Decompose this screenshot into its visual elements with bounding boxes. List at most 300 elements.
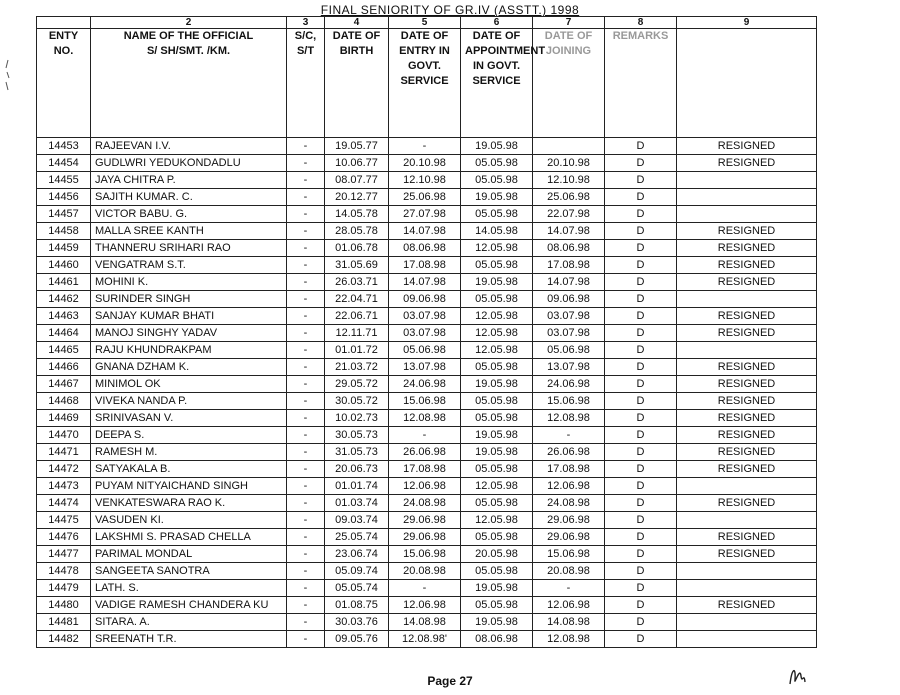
category-cell: - — [287, 393, 325, 410]
remarks-cell: D — [605, 393, 677, 410]
official-name-cell: SREENATH T.R. — [91, 631, 287, 648]
column-header-5 — [389, 29, 461, 138]
birth-date-cell: 12.11.71 — [325, 325, 389, 342]
status-note-cell: RESIGNED — [677, 223, 817, 240]
official-name-cell: PUYAM NITYAICHAND SINGH — [91, 478, 287, 495]
category-cell: - — [287, 376, 325, 393]
status-note-cell — [677, 189, 817, 206]
column-number-9: 9 — [677, 17, 817, 29]
joining-date-cell: 03.07.98 — [533, 308, 605, 325]
category-cell: - — [287, 478, 325, 495]
category-cell: - — [287, 614, 325, 631]
appointment-date-cell: 19.05.98 — [461, 580, 533, 597]
table-row — [37, 206, 817, 223]
column-header-line: SERVICE — [400, 75, 449, 87]
column-header-4 — [325, 29, 389, 138]
entry-number-cell: 14469 — [37, 410, 91, 427]
category-cell: - — [287, 512, 325, 529]
appointment-date-cell: 12.05.98 — [461, 308, 533, 325]
status-note-cell: RESIGNED — [677, 597, 817, 614]
entry-date-cell: 20.10.98 — [389, 155, 461, 172]
status-note-cell: RESIGNED — [677, 359, 817, 376]
entry-date-cell: - — [389, 138, 461, 155]
category-cell: - — [287, 359, 325, 376]
entry-number-cell: 14457 — [37, 206, 91, 223]
table-row — [37, 461, 817, 478]
entry-date-cell: 12.06.98 — [389, 597, 461, 614]
entry-number-cell: 14482 — [37, 631, 91, 648]
joining-date-cell: 14.07.98 — [533, 274, 605, 291]
remarks-cell: D — [605, 274, 677, 291]
birth-date-cell: 08.07.77 — [325, 172, 389, 189]
status-note-cell: RESIGNED — [677, 308, 817, 325]
column-number-3: 3 — [287, 17, 325, 29]
status-note-cell: RESIGNED — [677, 529, 817, 546]
official-name-cell: VENKATESWARA RAO K. — [91, 495, 287, 512]
category-cell: - — [287, 597, 325, 614]
birth-date-cell: 05.09.74 — [325, 563, 389, 580]
official-name-cell: RAJU KHUNDRAKPAM — [91, 342, 287, 359]
official-name-cell: MINIMOL OK — [91, 376, 287, 393]
birth-date-cell: 30.05.72 — [325, 393, 389, 410]
entry-number-cell: 14471 — [37, 444, 91, 461]
column-number-1 — [37, 17, 91, 29]
official-name-cell: LATH. S. — [91, 580, 287, 597]
remarks-cell: D — [605, 206, 677, 223]
birth-date-cell: 30.03.76 — [325, 614, 389, 631]
appointment-date-cell: 19.05.98 — [461, 427, 533, 444]
remarks-cell: D — [605, 478, 677, 495]
remarks-cell: D — [605, 444, 677, 461]
page-number: Page 27 — [427, 674, 473, 688]
status-note-cell — [677, 172, 817, 189]
table-row — [37, 410, 817, 427]
column-header-line: DATE OF — [544, 30, 593, 42]
table-row — [37, 155, 817, 172]
entry-date-cell: 12.10.98 — [389, 172, 461, 189]
remarks-cell: D — [605, 257, 677, 274]
appointment-date-cell: 19.05.98 — [461, 376, 533, 393]
table-row — [37, 223, 817, 240]
birth-date-cell: 09.03.74 — [325, 512, 389, 529]
table-row — [37, 172, 817, 189]
birth-date-cell: 31.05.73 — [325, 444, 389, 461]
appointment-date-cell: 05.05.98 — [461, 597, 533, 614]
entry-number-cell: 14481 — [37, 614, 91, 631]
entry-number-cell: 14456 — [37, 189, 91, 206]
column-header-1 — [37, 29, 91, 138]
joining-date-cell: 15.06.98 — [533, 546, 605, 563]
category-cell: - — [287, 461, 325, 478]
joining-date-cell: 17.08.98 — [533, 461, 605, 478]
entry-date-cell: 15.06.98 — [389, 546, 461, 563]
column-header-3 — [287, 29, 325, 138]
table-row — [37, 240, 817, 257]
category-cell: - — [287, 274, 325, 291]
table-row — [37, 257, 817, 274]
entry-number-cell: 14462 — [37, 291, 91, 308]
category-cell: - — [287, 427, 325, 444]
joining-date-cell: 12.08.98 — [533, 631, 605, 648]
signature-mark — [786, 662, 808, 688]
table-row — [37, 546, 817, 563]
birth-date-cell: 29.05.72 — [325, 376, 389, 393]
column-header-line: IN GOVT. — [472, 60, 521, 72]
entry-number-cell: 14453 — [37, 138, 91, 155]
official-name-cell: MANOJ SINGHY YADAV — [91, 325, 287, 342]
joining-date-cell: 14.08.98 — [533, 614, 605, 631]
table-row — [37, 342, 817, 359]
entry-number-cell: 14480 — [37, 597, 91, 614]
remarks-cell: D — [605, 563, 677, 580]
joining-date-cell: 03.07.98 — [533, 325, 605, 342]
entry-date-cell: 14.07.98 — [389, 223, 461, 240]
joining-date-cell: 25.06.98 — [533, 189, 605, 206]
official-name-cell: SURINDER SINGH — [91, 291, 287, 308]
category-cell: - — [287, 206, 325, 223]
remarks-cell: D — [605, 580, 677, 597]
column-number-5: 5 — [389, 17, 461, 29]
remarks-cell: D — [605, 461, 677, 478]
appointment-date-cell: 19.05.98 — [461, 189, 533, 206]
official-name-cell: RAJEEVAN I.V. — [91, 138, 287, 155]
official-name-cell: GUDLWRI YEDUKONDADLU — [91, 155, 287, 172]
entry-date-cell: 24.06.98 — [389, 376, 461, 393]
entry-date-cell: 09.06.98 — [389, 291, 461, 308]
official-name-cell: VICTOR BABU. G. — [91, 206, 287, 223]
category-cell: - — [287, 546, 325, 563]
status-note-cell: RESIGNED — [677, 274, 817, 291]
joining-date-cell: 12.10.98 — [533, 172, 605, 189]
seniority-table — [36, 16, 817, 648]
table-row — [37, 597, 817, 614]
appointment-date-cell: 12.05.98 — [461, 512, 533, 529]
entry-number-cell: 14474 — [37, 495, 91, 512]
birth-date-cell: 01.01.72 — [325, 342, 389, 359]
table-row — [37, 427, 817, 444]
official-name-cell: THANNERU SRIHARI RAO — [91, 240, 287, 257]
remarks-cell: D — [605, 427, 677, 444]
entry-number-cell: 14478 — [37, 563, 91, 580]
birth-date-cell: 31.05.69 — [325, 257, 389, 274]
official-name-cell: VASUDEN KI. — [91, 512, 287, 529]
entry-number-cell: 14459 — [37, 240, 91, 257]
category-cell: - — [287, 529, 325, 546]
appointment-date-cell: 19.05.98 — [461, 444, 533, 461]
status-note-cell — [677, 512, 817, 529]
entry-date-cell: - — [389, 427, 461, 444]
column-header-line: JOINING — [545, 45, 592, 57]
birth-date-cell: 09.05.76 — [325, 631, 389, 648]
status-note-cell — [677, 291, 817, 308]
column-header-line: S/C, — [294, 30, 317, 42]
official-name-cell: SANGEETA SANOTRA — [91, 563, 287, 580]
status-note-cell: RESIGNED — [677, 240, 817, 257]
column-header-line: ENTRY IN — [399, 45, 450, 57]
entry-number-cell: 14463 — [37, 308, 91, 325]
column-header-line: APPOINTMENT — [465, 45, 546, 57]
status-note-cell: RESIGNED — [677, 393, 817, 410]
remarks-cell: D — [605, 223, 677, 240]
remarks-cell: D — [605, 359, 677, 376]
column-header-line: SERVICE — [472, 75, 521, 87]
joining-date-cell: 05.06.98 — [533, 342, 605, 359]
appointment-date-cell: 12.05.98 — [461, 478, 533, 495]
appointment-date-cell: 05.05.98 — [461, 257, 533, 274]
table-row — [37, 631, 817, 648]
table-row — [37, 614, 817, 631]
entry-date-cell: 17.08.98 — [389, 461, 461, 478]
joining-date-cell: - — [533, 580, 605, 597]
joining-date-cell: 09.06.98 — [533, 291, 605, 308]
table-row — [37, 189, 817, 206]
entry-number-cell: 14477 — [37, 546, 91, 563]
joining-date-cell: 14.07.98 — [533, 223, 605, 240]
birth-date-cell: 10.02.73 — [325, 410, 389, 427]
table-row — [37, 495, 817, 512]
official-name-cell: MOHINI K. — [91, 274, 287, 291]
joining-date-cell: 12.06.98 — [533, 478, 605, 495]
birth-date-cell: 22.06.71 — [325, 308, 389, 325]
appointment-date-cell: 05.05.98 — [461, 359, 533, 376]
table-row — [37, 529, 817, 546]
appointment-date-cell: 05.05.98 — [461, 206, 533, 223]
entry-date-cell: 13.07.98 — [389, 359, 461, 376]
appointment-date-cell: 12.05.98 — [461, 325, 533, 342]
status-note-cell — [677, 580, 817, 597]
table-row — [37, 325, 817, 342]
status-note-cell: RESIGNED — [677, 546, 817, 563]
entry-date-cell: - — [389, 580, 461, 597]
birth-date-cell: 01.03.74 — [325, 495, 389, 512]
status-note-cell: RESIGNED — [677, 444, 817, 461]
status-note-cell: RESIGNED — [677, 138, 817, 155]
column-header-9 — [677, 29, 817, 138]
appointment-date-cell: 05.05.98 — [461, 291, 533, 308]
category-cell: - — [287, 257, 325, 274]
joining-date-cell — [533, 138, 605, 155]
entry-number-cell: 14464 — [37, 325, 91, 342]
entry-date-cell: 12.08.98 — [389, 410, 461, 427]
table-row — [37, 138, 817, 155]
column-header-line: REMARKS — [612, 30, 669, 42]
entry-date-cell: 14.07.98 — [389, 274, 461, 291]
birth-date-cell: 20.06.73 — [325, 461, 389, 478]
remarks-cell: D — [605, 342, 677, 359]
official-name-cell: VIVEKA NANDA P. — [91, 393, 287, 410]
remarks-cell: D — [605, 325, 677, 342]
joining-date-cell: 29.06.98 — [533, 512, 605, 529]
category-cell: - — [287, 495, 325, 512]
category-cell: - — [287, 223, 325, 240]
birth-date-cell: 22.04.71 — [325, 291, 389, 308]
entry-number-cell: 14472 — [37, 461, 91, 478]
category-cell: - — [287, 631, 325, 648]
official-name-cell: SRINIVASAN V. — [91, 410, 287, 427]
entry-date-cell: 26.06.98 — [389, 444, 461, 461]
joining-date-cell: 12.06.98 — [533, 597, 605, 614]
column-header-line: S/ SH/SMT. /KM. — [146, 45, 231, 57]
table-row — [37, 444, 817, 461]
appointment-date-cell: 05.05.98 — [461, 172, 533, 189]
category-cell: - — [287, 155, 325, 172]
category-cell: - — [287, 325, 325, 342]
appointment-date-cell: 05.05.98 — [461, 563, 533, 580]
table-row — [37, 359, 817, 376]
column-number-row — [37, 17, 817, 29]
entry-date-cell: 03.07.98 — [389, 308, 461, 325]
official-name-cell: SANJAY KUMAR BHATI — [91, 308, 287, 325]
status-note-cell: RESIGNED — [677, 325, 817, 342]
joining-date-cell: 29.06.98 — [533, 529, 605, 546]
column-header-line: DATE OF — [400, 30, 449, 42]
column-header-2 — [91, 29, 287, 138]
table-row — [37, 478, 817, 495]
entry-number-cell: 14454 — [37, 155, 91, 172]
table-row — [37, 563, 817, 580]
remarks-cell: D — [605, 546, 677, 563]
birth-date-cell: 01.01.74 — [325, 478, 389, 495]
entry-number-cell: 14467 — [37, 376, 91, 393]
document-title: FINAL SENIORITY OF GR.IV (ASSTT.) 1998 — [320, 3, 580, 17]
entry-date-cell: 29.06.98 — [389, 512, 461, 529]
status-note-cell — [677, 478, 817, 495]
remarks-cell: D — [605, 495, 677, 512]
column-number-6: 6 — [461, 17, 533, 29]
status-note-cell — [677, 563, 817, 580]
entry-date-cell: 29.06.98 — [389, 529, 461, 546]
column-number-8: 8 — [605, 17, 677, 29]
entry-number-cell: 14476 — [37, 529, 91, 546]
joining-date-cell: 08.06.98 — [533, 240, 605, 257]
joining-date-cell: 24.06.98 — [533, 376, 605, 393]
category-cell: - — [287, 444, 325, 461]
status-note-cell: RESIGNED — [677, 155, 817, 172]
status-note-cell — [677, 342, 817, 359]
appointment-date-cell: 05.05.98 — [461, 410, 533, 427]
birth-date-cell: 21.03.72 — [325, 359, 389, 376]
entry-number-cell: 14479 — [37, 580, 91, 597]
remarks-cell: D — [605, 291, 677, 308]
category-cell: - — [287, 291, 325, 308]
birth-date-cell: 20.12.77 — [325, 189, 389, 206]
column-header-line: S/T — [296, 45, 315, 57]
appointment-date-cell: 19.05.98 — [461, 138, 533, 155]
entry-date-cell: 15.06.98 — [389, 393, 461, 410]
column-header-8 — [605, 29, 677, 138]
category-cell: - — [287, 580, 325, 597]
joining-date-cell: 12.08.98 — [533, 410, 605, 427]
appointment-date-cell: 08.06.98 — [461, 631, 533, 648]
official-name-cell: SATYAKALA B. — [91, 461, 287, 478]
column-header-line: NO. — [53, 45, 74, 57]
category-cell: - — [287, 308, 325, 325]
remarks-cell: D — [605, 172, 677, 189]
column-header-line: DATE OF — [332, 30, 381, 42]
appointment-date-cell: 05.05.98 — [461, 529, 533, 546]
appointment-date-cell: 05.05.98 — [461, 495, 533, 512]
joining-date-cell: 20.08.98 — [533, 563, 605, 580]
birth-date-cell: 23.06.74 — [325, 546, 389, 563]
remarks-cell: D — [605, 631, 677, 648]
birth-date-cell: 14.05.78 — [325, 206, 389, 223]
official-name-cell: LAKSHMI S. PRASAD CHELLA — [91, 529, 287, 546]
entry-date-cell: 27.07.98 — [389, 206, 461, 223]
status-note-cell: RESIGNED — [677, 376, 817, 393]
entry-date-cell: 12.08.98' — [389, 631, 461, 648]
status-note-cell: RESIGNED — [677, 257, 817, 274]
official-name-cell: SITARA. A. — [91, 614, 287, 631]
official-name-cell: MALLA SREE KANTH — [91, 223, 287, 240]
birth-date-cell: 05.05.74 — [325, 580, 389, 597]
birth-date-cell: 19.05.77 — [325, 138, 389, 155]
remarks-cell: D — [605, 410, 677, 427]
remarks-cell: D — [605, 512, 677, 529]
entry-number-cell: 14466 — [37, 359, 91, 376]
joining-date-cell: 17.08.98 — [533, 257, 605, 274]
category-cell: - — [287, 342, 325, 359]
entry-number-cell: 14458 — [37, 223, 91, 240]
column-header-line: DATE OF — [472, 30, 521, 42]
remarks-cell: D — [605, 240, 677, 257]
column-number-7: 7 — [533, 17, 605, 29]
remarks-cell: D — [605, 376, 677, 393]
category-cell: - — [287, 563, 325, 580]
birth-date-cell: 26.03.71 — [325, 274, 389, 291]
table-row — [37, 274, 817, 291]
appointment-date-cell: 05.05.98 — [461, 155, 533, 172]
entry-date-cell: 12.06.98 — [389, 478, 461, 495]
entry-date-cell: 25.06.98 — [389, 189, 461, 206]
table-row — [37, 291, 817, 308]
joining-date-cell: 22.07.98 — [533, 206, 605, 223]
remarks-cell: D — [605, 138, 677, 155]
column-number-4: 4 — [325, 17, 389, 29]
entry-number-cell: 14475 — [37, 512, 91, 529]
official-name-cell: PARIMAL MONDAL — [91, 546, 287, 563]
official-name-cell: SAJITH KUMAR. C. — [91, 189, 287, 206]
entry-number-cell: 14465 — [37, 342, 91, 359]
birth-date-cell: 30.05.73 — [325, 427, 389, 444]
category-cell: - — [287, 138, 325, 155]
entry-number-cell: 14461 — [37, 274, 91, 291]
remarks-cell: D — [605, 155, 677, 172]
table-row — [37, 393, 817, 410]
table-row — [37, 580, 817, 597]
joining-date-cell: 20.10.98 — [533, 155, 605, 172]
table-row — [37, 512, 817, 529]
column-header-line: GOVT. — [407, 60, 441, 72]
column-header-line: BIRTH — [339, 45, 374, 57]
table-row — [37, 308, 817, 325]
status-note-cell: RESIGNED — [677, 427, 817, 444]
entry-date-cell: 14.08.98 — [389, 614, 461, 631]
remarks-cell: D — [605, 614, 677, 631]
column-header-6 — [461, 29, 546, 138]
birth-date-cell: 01.08.75 — [325, 597, 389, 614]
entry-date-cell: 24.08.98 — [389, 495, 461, 512]
joining-date-cell: 13.07.98 — [533, 359, 605, 376]
joining-date-cell: 15.06.98 — [533, 393, 605, 410]
status-note-cell — [677, 614, 817, 631]
appointment-date-cell: 12.05.98 — [461, 342, 533, 359]
category-cell: - — [287, 410, 325, 427]
category-cell: - — [287, 189, 325, 206]
remarks-cell: D — [605, 597, 677, 614]
entry-number-cell: 14460 — [37, 257, 91, 274]
column-header-line: ENTY — [48, 30, 79, 42]
appointment-date-cell: 05.05.98 — [461, 461, 533, 478]
